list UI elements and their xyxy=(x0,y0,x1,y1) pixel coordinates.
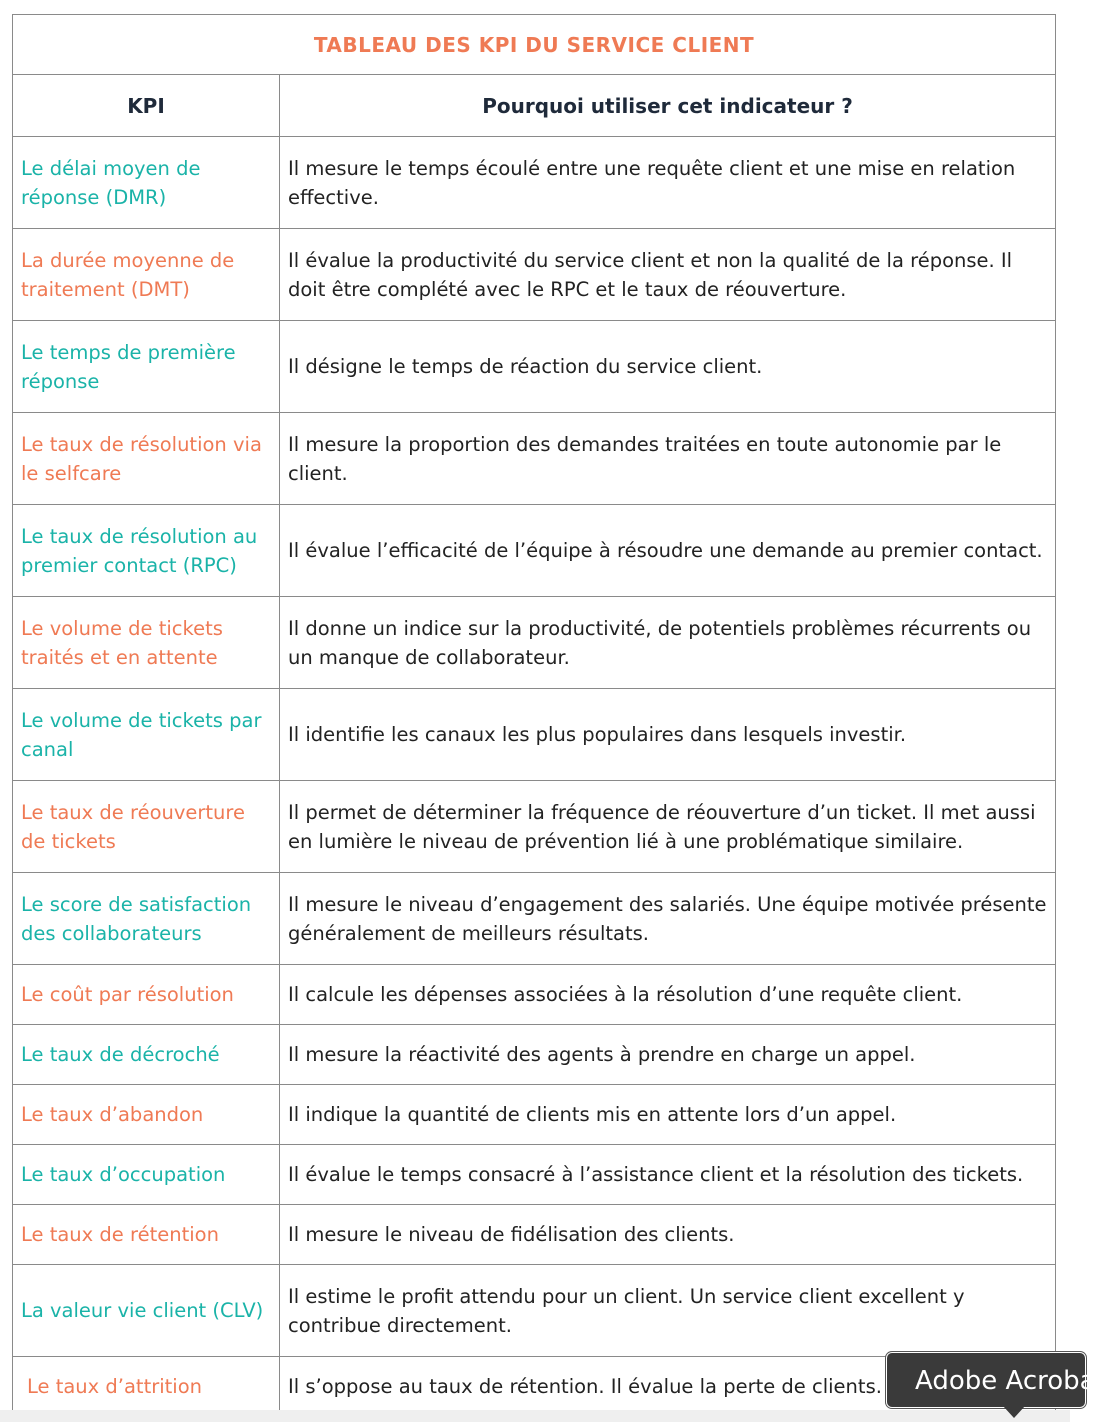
kpi-name: Le taux de résolution via le selfcare xyxy=(13,413,280,505)
kpi-description: Il s’oppose au taux de rétention. Il évalue la perte de clients. xyxy=(280,1357,1056,1417)
kpi-description: Il désigne le temps de réaction du service client. xyxy=(280,321,1056,413)
kpi-name: Le taux de résolution au premier contact (RPC) xyxy=(13,505,280,597)
table-row xyxy=(13,965,1056,1025)
kpi-name: Le coût par résolution xyxy=(13,965,280,1025)
kpi-name: Le taux de réouverture de tickets xyxy=(13,781,280,873)
bottom-scroll-area xyxy=(0,1410,1070,1422)
kpi-description: Il mesure le niveau d’engagement des salariés. Une équipe motivée présente généralement de meilleurs résultats. xyxy=(280,873,1056,965)
table-row xyxy=(13,1205,1056,1265)
table-row xyxy=(13,1145,1056,1205)
header-why: Pourquoi utiliser cet indicateur ? xyxy=(280,75,1056,137)
kpi-description: Il estime le profit attendu pour un client. Un service client excellent y contribue directement. xyxy=(280,1265,1056,1357)
tooltip-label: Adobe Acrobat xyxy=(915,1366,1106,1396)
kpi-description: Il donne un indice sur la productivité, de potentiels problèmes récurrents ou un manque de collaborateur. xyxy=(280,597,1056,689)
kpi-name: Le temps de première réponse xyxy=(13,321,280,413)
kpi-description: Il mesure la réactivité des agents à prendre en charge un appel. xyxy=(280,1025,1056,1085)
kpi-name: Le délai moyen de réponse (DMR) xyxy=(13,137,280,229)
kpi-name: Le taux d’occupation xyxy=(13,1145,280,1205)
kpi-name: Le taux d’attrition xyxy=(13,1357,280,1417)
table-row xyxy=(13,137,1056,229)
table-row xyxy=(13,781,1056,873)
header-row xyxy=(13,75,1056,137)
table-row xyxy=(13,1265,1056,1357)
kpi-description: Il évalue le temps consacré à l’assistance client et la résolution des tickets. xyxy=(280,1145,1056,1205)
header-kpi: KPI xyxy=(13,75,280,137)
table-row xyxy=(13,597,1056,689)
table-row xyxy=(13,229,1056,321)
tooltip-pointer-icon xyxy=(1003,1406,1025,1418)
table-title: TABLEAU DES KPI DU SERVICE CLIENT xyxy=(13,15,1056,75)
table-row xyxy=(13,873,1056,965)
adobe-acrobat-tooltip[interactable] xyxy=(886,1352,1106,1408)
kpi-description: Il permet de déterminer la fréquence de réouverture d’un ticket. Il met aussi en lumière le niveau de prévention lié à une problématique similaire. xyxy=(280,781,1056,873)
kpi-name: Le taux d’abandon xyxy=(13,1085,280,1145)
kpi-name: Le volume de tickets traités et en attente xyxy=(13,597,280,689)
kpi-table xyxy=(12,14,1056,1417)
kpi-name: Le score de satisfaction des collaborateurs xyxy=(13,873,280,965)
kpi-description: Il évalue l’efficacité de l’équipe à résoudre une demande au premier contact. xyxy=(280,505,1056,597)
kpi-description: Il mesure le niveau de fidélisation des clients. xyxy=(280,1205,1056,1265)
kpi-name: La valeur vie client (CLV) xyxy=(13,1265,280,1357)
kpi-name: Le taux de rétention xyxy=(13,1205,280,1265)
table-row xyxy=(13,413,1056,505)
table-row xyxy=(13,1025,1056,1085)
table-row xyxy=(13,689,1056,781)
kpi-description: Il indique la quantité de clients mis en attente lors d’un appel. xyxy=(280,1085,1056,1145)
table-row xyxy=(13,505,1056,597)
kpi-description: Il identifie les canaux les plus populaires dans lesquels investir. xyxy=(280,689,1056,781)
kpi-name: La durée moyenne de traitement (DMT) xyxy=(13,229,280,321)
kpi-description: Il évalue la productivité du service client et non la qualité de la réponse. Il doit être complété avec le RPC et le taux de réouverture. xyxy=(280,229,1056,321)
kpi-name: Le taux de décroché xyxy=(13,1025,280,1085)
table-row xyxy=(13,321,1056,413)
table-row xyxy=(13,1085,1056,1145)
kpi-name: Le volume de tickets par canal xyxy=(13,689,280,781)
kpi-description: Il mesure la proportion des demandes traitées en toute autonomie par le client. xyxy=(280,413,1056,505)
kpi-description: Il calcule les dépenses associées à la résolution d’une requête client. xyxy=(280,965,1056,1025)
title-row xyxy=(13,15,1056,75)
kpi-description: Il mesure le temps écoulé entre une requête client et une mise en relation effective. xyxy=(280,137,1056,229)
